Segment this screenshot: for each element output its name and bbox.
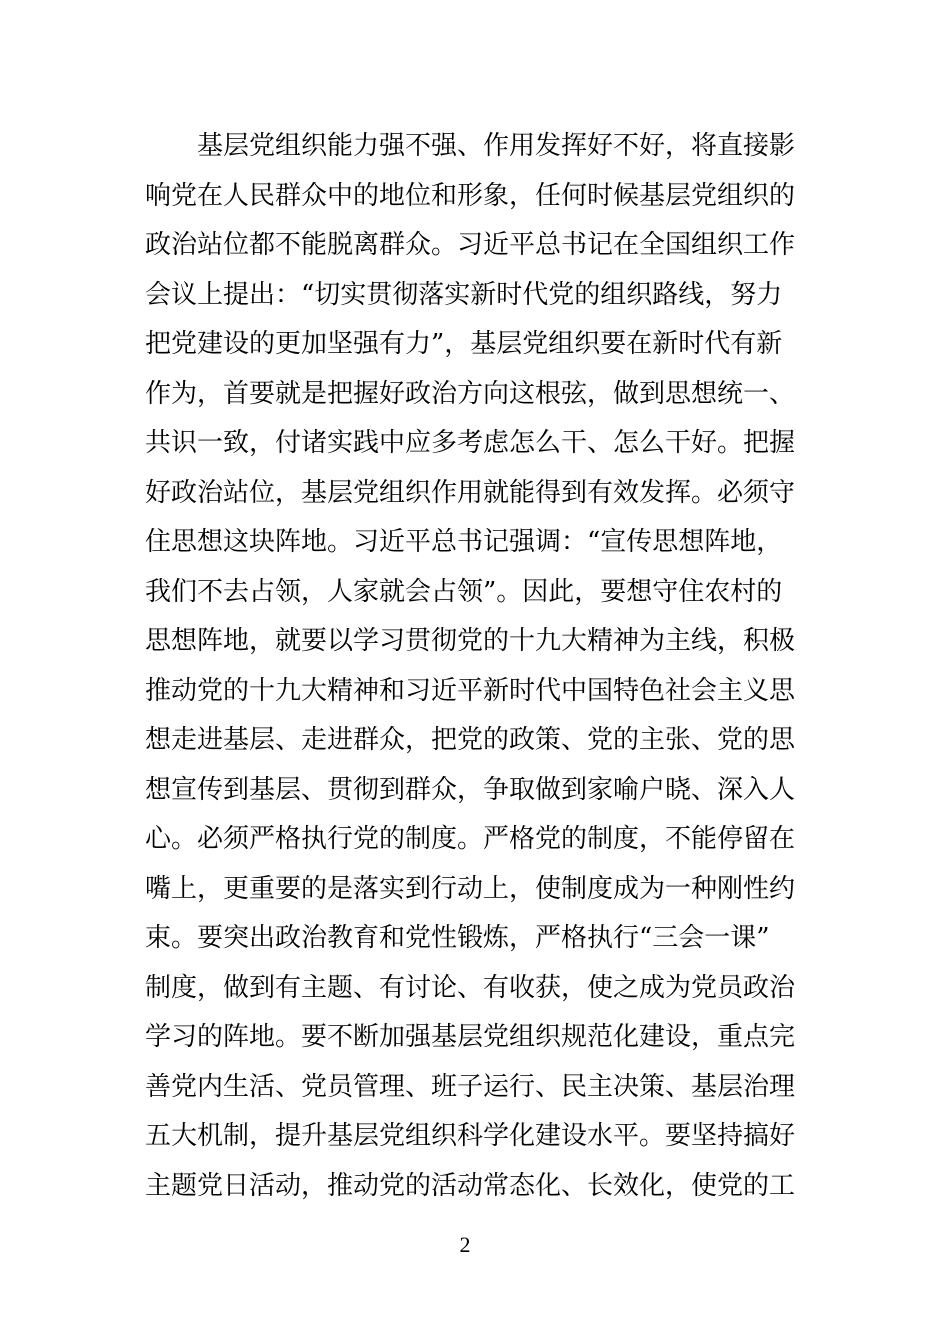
- text-line: 想宣传到基层、贯彻到群众，争取做到家喻户晓、深入人: [145, 774, 795, 805]
- text-line: 想走进基层、走进群众，把党的政策、党的主张、党的思: [145, 725, 795, 755]
- text-line: 制度，做到有主题、有讨论、有收获，使之成为党员政治: [145, 972, 795, 1003]
- text-line: 学习的阵地。要不断加强基层党组织规范化建设，重点完: [145, 1022, 795, 1052]
- text-line: 主题党日活动，推动党的活动常态化、长效化，使党的工: [145, 1170, 795, 1201]
- text-line: 嘴上，更重要的是落实到行动上，使制度成为一种刚性约: [145, 873, 795, 904]
- page-number: 2: [459, 1232, 471, 1257]
- text-line: 心。必须严格执行党的制度。严格党的制度，不能停留在: [145, 824, 795, 854]
- text-line: 政治站位都不能脱离群众。习近平总书记在全国组织工作: [145, 230, 795, 260]
- text-line: 住思想这块阵地。习近平总书记强调：“宣传思想阵地，: [145, 527, 783, 557]
- text-line: 五大机制，提升基层党组织科学化建设水平。要坚持搞好: [145, 1121, 795, 1151]
- text-line: 把党建设的更加坚强有力”，基层党组织要在新时代有新: [145, 329, 783, 359]
- text-line: 善党内生活、党员管理、班子运行、民主决策、基层治理: [145, 1071, 795, 1102]
- text-line: 会议上提出：“切实贯彻落实新时代党的组织路线，努力: [145, 279, 783, 310]
- text-line: 响党在人民群众中的地位和形象，任何时候基层党组织的: [145, 180, 795, 211]
- text-line: 作为，首要就是把握好政治方向这根弦，做到思想统一、: [145, 378, 795, 409]
- text-line: 共识一致，付诸实践中应多考虑怎么干、怎么干好。把握: [145, 428, 795, 458]
- text-line: 推动党的十九大精神和习近平新时代中国特色社会主义思: [145, 675, 795, 706]
- text-line: 思想阵地，就要以学习贯彻党的十九大精神为主线，积极: [145, 626, 795, 656]
- text-line: 基层党组织能力强不强、作用发挥好不好，将直接影: [197, 131, 795, 161]
- text-line: 束。要突出政治教育和党性锻炼，严格执行“三会一课”: [145, 923, 770, 953]
- body-paragraph: [145, 122, 795, 1211]
- text-line: 好政治站位，基层党组织作用就能得到有效发挥。必须守: [145, 477, 795, 508]
- text-line: 我们不去占领，人家就会占领”。因此，要想守住农村的: [145, 576, 783, 607]
